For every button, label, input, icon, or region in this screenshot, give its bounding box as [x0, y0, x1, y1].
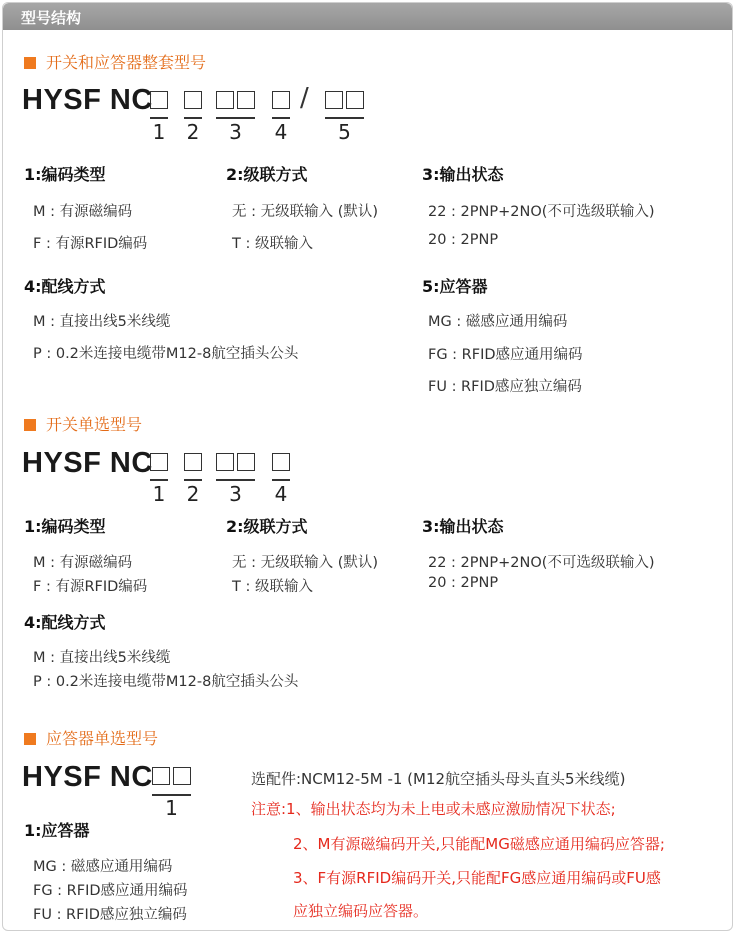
- option-item: FU : RFID感应独立编码: [33, 907, 187, 923]
- group-title: 4:配线方式: [24, 613, 106, 632]
- position-number: 4: [274, 120, 288, 144]
- section-title: 开关和应答器整套型号: [46, 53, 207, 72]
- group-title: 5:应答器: [422, 277, 488, 296]
- underline: [216, 117, 255, 119]
- group-title: 1:编码类型: [24, 165, 106, 184]
- underline: [272, 479, 290, 481]
- optional-accessory: 选配件:NCM12-5M -1 (M12航空插头母头直头5米线缆): [251, 770, 626, 788]
- option-item: FG : RFID感应通用编码: [428, 347, 583, 363]
- slash-separator: /: [300, 83, 309, 113]
- code-box: [173, 767, 191, 785]
- group-title: 1:应答器: [24, 821, 90, 840]
- code-box: [184, 91, 202, 109]
- note-line: 3、F有源RFID编码开关,只能配FG感应通用编码或FU感: [293, 869, 661, 887]
- option-item: 22 : 2PNP+2NO(不可选级联输入): [428, 204, 655, 220]
- option-item: M : 直接出线5米线缆: [33, 314, 171, 330]
- option-item: MG : 磁感应通用编码: [428, 314, 568, 330]
- group-title: 3:输出状态: [422, 517, 504, 536]
- tab-title: 型号结构: [21, 9, 82, 27]
- header-tab: [3, 3, 732, 30]
- option-item: M : 直接出线5米线缆: [33, 650, 171, 666]
- position-number: 5: [338, 120, 351, 144]
- underline: [272, 117, 290, 119]
- underline: [216, 479, 255, 481]
- section-heading-responder-only: [24, 726, 158, 749]
- code-box: [216, 91, 234, 109]
- position-number: 2: [186, 482, 200, 506]
- code-box: [150, 453, 168, 471]
- option-item: P : 0.2米连接电缆带M12-8航空插头公头: [33, 346, 299, 362]
- group-title: 1:编码类型: [24, 517, 106, 536]
- section-title: 应答器单选型号: [46, 729, 159, 748]
- underline: [184, 117, 202, 119]
- option-item: F : 有源RFID编码: [33, 236, 148, 252]
- group-title: 4:配线方式: [24, 277, 106, 296]
- position-number: 4: [274, 482, 288, 506]
- square-bullet-icon: [24, 419, 36, 431]
- option-item: 无 : 无级联输入 (默认): [232, 204, 379, 220]
- option-item: T : 级联输入: [232, 579, 313, 595]
- square-bullet-icon: [24, 57, 36, 69]
- option-item: T : 级联输入: [232, 236, 313, 252]
- code-box: [150, 91, 168, 109]
- underline: [150, 117, 168, 119]
- position-number: 1: [165, 796, 178, 820]
- code-box: [237, 453, 255, 471]
- model-code: HYSF NC: [22, 84, 153, 116]
- model-code: HYSF NC: [22, 447, 153, 479]
- code-box: [346, 91, 364, 109]
- underline: [150, 479, 168, 481]
- code-box: [325, 91, 343, 109]
- note-line: 2、M有源磁编码开关,只能配MG磁感应通用编码应答器;: [293, 835, 665, 853]
- note-line: 应独立编码应答器。: [293, 902, 429, 920]
- option-item: FG : RFID感应通用编码: [33, 883, 188, 899]
- underline: [325, 117, 364, 119]
- model-code: HYSF NC: [22, 761, 153, 793]
- option-item: FU : RFID感应独立编码: [428, 379, 582, 395]
- code-box: [216, 453, 234, 471]
- group-title: 2:级联方式: [226, 165, 308, 184]
- code-box: [184, 453, 202, 471]
- option-item: 无 : 无级联输入 (默认): [232, 555, 379, 571]
- group-title: 3:输出状态: [422, 165, 504, 184]
- note-line: 注意:1、输出状态均为未上电或未感应激励情况下状态;: [251, 800, 616, 818]
- option-item: 20 : 2PNP: [428, 575, 499, 591]
- position-number: 1: [152, 120, 166, 144]
- option-item: 20 : 2PNP: [428, 232, 499, 248]
- code-box: [237, 91, 255, 109]
- option-item: M : 有源磁编码: [33, 555, 133, 571]
- section-heading-full-set: [24, 50, 206, 73]
- position-number: 1: [152, 482, 166, 506]
- position-number: 2: [186, 120, 200, 144]
- option-item: M : 有源磁编码: [33, 204, 133, 220]
- group-title: 2:级联方式: [226, 517, 308, 536]
- option-item: P : 0.2米连接电缆带M12-8航空插头公头: [33, 674, 299, 690]
- option-item: MG : 磁感应通用编码: [33, 859, 173, 875]
- option-item: F : 有源RFID编码: [33, 579, 148, 595]
- underline: [184, 479, 202, 481]
- section-title: 开关单选型号: [46, 415, 143, 434]
- square-bullet-icon: [24, 733, 36, 745]
- code-box: [272, 453, 290, 471]
- position-number: 3: [229, 482, 242, 506]
- code-box: [152, 767, 170, 785]
- position-number: 3: [229, 120, 242, 144]
- option-item: 22 : 2PNP+2NO(不可选级联输入): [428, 555, 655, 571]
- code-box: [272, 91, 290, 109]
- section-heading-switch-only: [24, 412, 142, 435]
